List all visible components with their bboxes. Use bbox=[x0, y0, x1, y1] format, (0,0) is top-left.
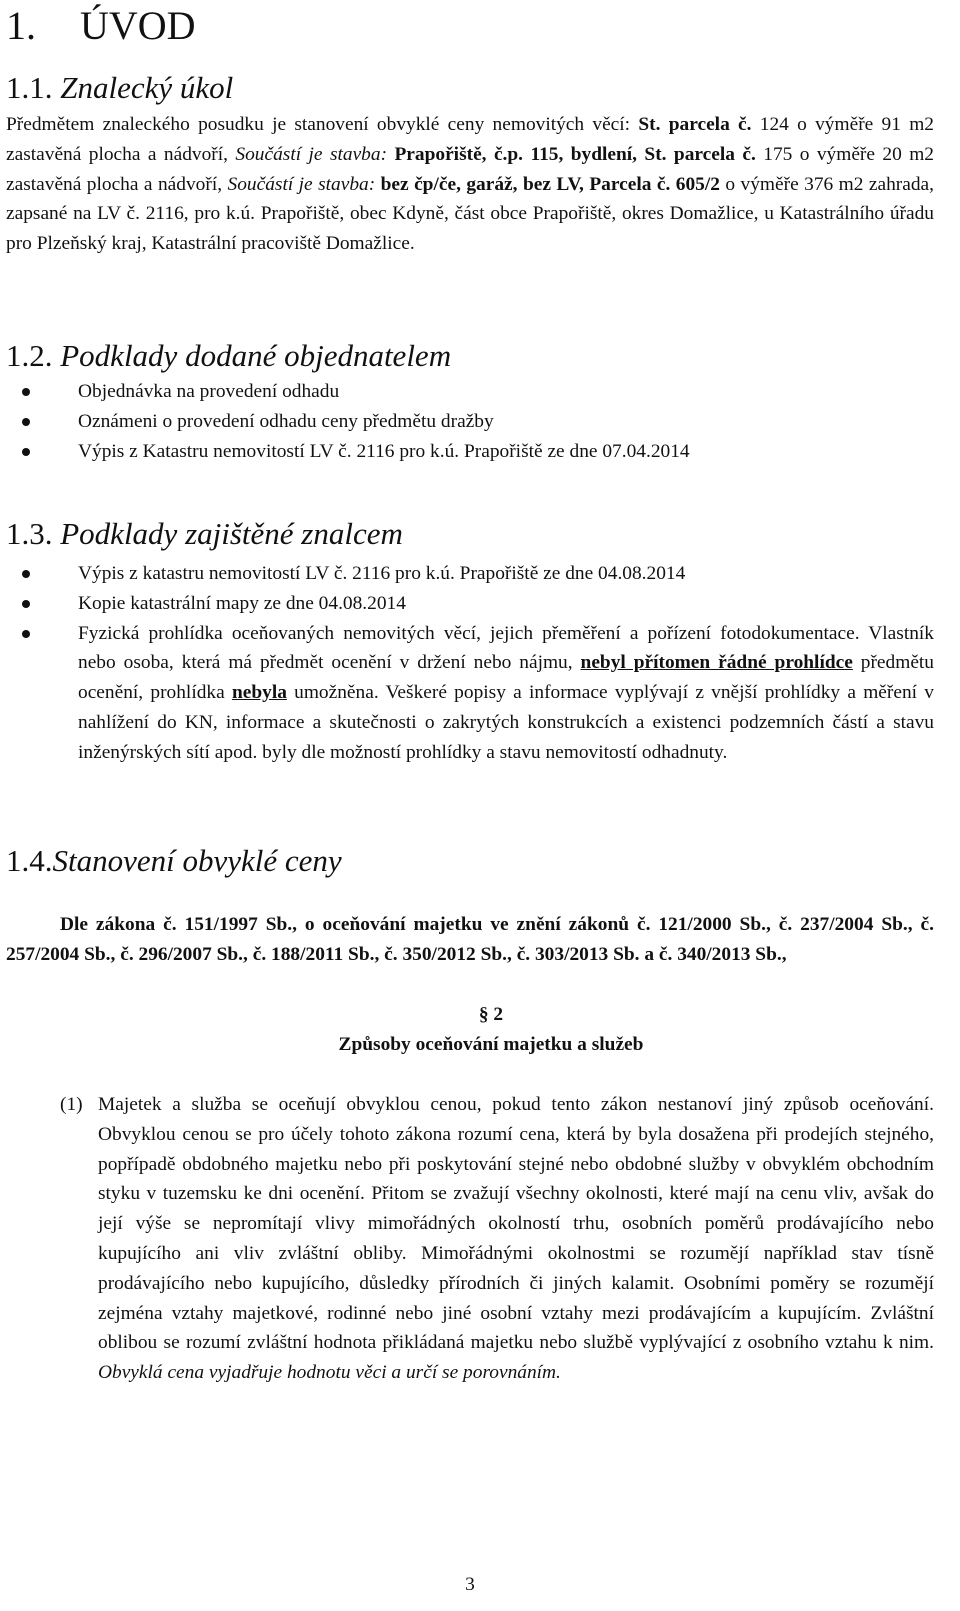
section-heading-1-3 bbox=[6, 516, 403, 552]
list-item: Kopie katastrální mapy ze dne 04.08.2014 bbox=[6, 589, 934, 619]
list-item: Výpis z katastru nemovitostí LV č. 2116 pro k.ú. Prapořiště ze dne 04.08.2014 bbox=[6, 559, 934, 589]
section-title: Podklady dodané objednatelem bbox=[60, 338, 452, 373]
section-heading-1-1 bbox=[6, 70, 233, 106]
list-item: Výpis z Katastru nemovitostí LV č. 2116 pro k.ú. Prapořiště ze dne 07.04.2014 bbox=[6, 437, 934, 467]
clause-number: (1) bbox=[60, 1094, 83, 1115]
section-number: 1.3. bbox=[6, 516, 53, 551]
bullet-icon bbox=[22, 388, 30, 396]
section-number: 1.2. bbox=[6, 338, 53, 373]
bullet-icon bbox=[22, 630, 30, 638]
chapter-number: 1. bbox=[6, 3, 36, 48]
bullet-icon bbox=[22, 600, 30, 608]
bullet-icon bbox=[22, 418, 30, 426]
chapter-heading bbox=[6, 2, 196, 49]
section-title: Stanovení obvyklé ceny bbox=[52, 843, 342, 878]
list-item: Fyzická prohlídka oceňovaných nemovitých věcí, jejich přeměření a pořízení fotodokumentace. Vlastník nebo osoba, která má předmět ocenění v držení nebo nájmu, nebyl přítomen řádné prohlídce předmětu ocenění, prohlídka nebyla umožněna. Veškeré popisy a informace vyplývají z vnější prohlídky a měření v nahlížení do KN, informace a skutečnosti o zakrytých konstrukcích a existenci podzemních částí a stavu inženýrských sítí apod. byly dle možností prohlídky a stavu nemovitostí odhadnuty. bbox=[6, 619, 934, 768]
page-number: 3 bbox=[465, 1574, 475, 1595]
law-reference: Dle zákona č. 151/1997 Sb., o oceňování majetku ve znění zákonů č. 121/2000 Sb., č. 237/2004 Sb., č. 257/2004 Sb., č. 296/2007 Sb., č. 188/2011 Sb., č. 350/2012 Sb., č. 303/2013 Sb. a č. 340/2013 Sb., bbox=[6, 914, 934, 965]
paragraph-title: Způsoby oceňování majetku a služeb bbox=[338, 1034, 644, 1055]
section-number: 1.4. bbox=[6, 843, 53, 878]
chapter-title: ÚVOD bbox=[80, 3, 196, 48]
paragraph-sign: § 2 bbox=[478, 1004, 504, 1025]
list-item: Oznámeni o provedení odhadu ceny předmětu dražby bbox=[6, 407, 934, 437]
clause-text: Majetek a služba se oceňují obvyklou cenou, pokud tento zákon nestanoví jiný způsob oceňování. Obvyklou cenou se pro účely tohoto zákona rozumí cena, která by byla dosažena při prodejích stejného, popřípadě obdobného majetku nebo při poskytování stejné nebo obdobné služby v obvyklém obchodním styku v tuzemsku ke dni ocenění. Přitom se zvažují všechny okolnosti, které mají na cenu vliv, avšak do její výše se nepromítají vlivy mimořádných okolností trhu, osobních poměrů prodávajícího nebo kupujícího ani vliv zvláštní obliby. Mimořádnými okolnostmi se rozumějí například stav tísně prodávajícího nebo kupujícího, důsledky přírodních či jiných kalamit. Osobními poměry se rozumějí zejména vztahy majetkové, rodinné nebo jiné osobní vztahy mezi prodávajícím a kupujícím. Zvláštní oblibou se rozumí zvláštní hodnota přikládaná majetku nebo službě vyplývající z osobního vztahu k nim. Obvyklá cena vyjadřuje hodnotu věci a určí se porovnáním. bbox=[98, 1094, 934, 1384]
client-documents-list bbox=[6, 377, 934, 466]
bullet-icon bbox=[22, 570, 30, 578]
section-heading-1-2 bbox=[6, 338, 451, 374]
section-number: 1.1. bbox=[6, 70, 53, 105]
list-item: Objednávka na provedení odhadu bbox=[6, 377, 934, 407]
expert-documents-list bbox=[6, 559, 934, 768]
bullet-icon bbox=[22, 448, 30, 456]
assignment-paragraph: Předmětem znaleckého posudku je stanovení obvyklé ceny nemovitých věcí: St. parcela č. 124 o výměře 91 m2 zastavěná plocha a nádvoří, Součástí je stavba: Prapořiště, č.p. 115, bydlení, St. parcela č. 175 o výměře 20 m2 zastavěná plocha a nádvoří, Součástí je stavba: bez čp/če, garáž, bez LV, Parcela č. 605/2 o výměře 376 m2 zahrada, zapsané na LV č. 2116, pro k.ú. Prapořiště, obec Kdyně, část obce Prapořiště, okres Domažlice, u Katastrálního úřadu pro Plzeňský kraj, Katastrální pracoviště Domažlice. bbox=[6, 114, 934, 255]
section-heading-1-4 bbox=[6, 843, 342, 879]
section-title: Podklady zajištěné znalcem bbox=[60, 516, 403, 551]
section-title: Znalecký úkol bbox=[60, 70, 234, 105]
